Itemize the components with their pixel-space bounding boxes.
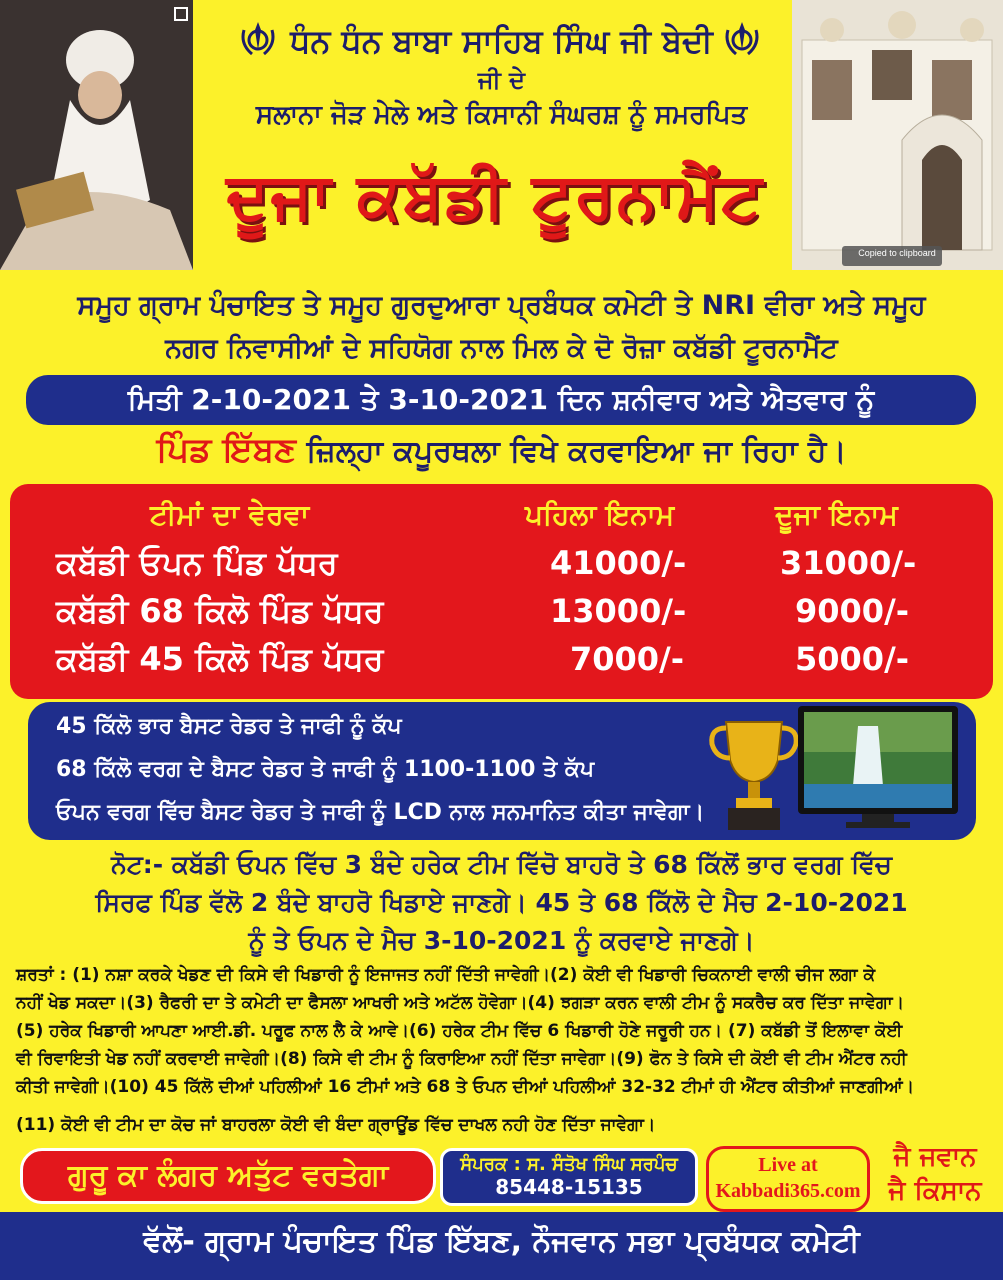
prize-table	[10, 484, 993, 699]
venue-rest: ਜ਼ਿਲ੍ਹਾ ਕਪੂਰਥਲਾ ਵਿਖੇ ਕਰਵਾਇਆ ਜਾ ਰਿਹਾ ਹੈ।	[306, 434, 847, 469]
terms-line: ਕੀਤੀ ਜਾਵੇਗੀ।(10) 45 ਕਿੱਲੋ ਦੀਆਂ ਪਹਿਲੀਆਂ 16 ਟੀਮਾਂ ਅਤੇ 68 ਤੇ ਓਪਨ ਦੀਆਂ ਪਹਿਲੀਆਂ 32-32 ਟੀਮਾਂ ਹੀ ਐਂਟਰ ਕੀਤੀਆਂ ਜਾਣਗੀਆਂ।	[16, 1077, 915, 1097]
awards-box	[28, 702, 976, 840]
trophy-icon	[708, 714, 800, 832]
header-line-2: ਜੀ ਦੇ	[477, 66, 526, 94]
note-line-3: ਨੂੰ ਤੇ ਓਪਨ ਦੇ ਮੈਚ 3-10-2021 ਨੂੰ ਕਰਵਾਏ ਜਾਣਗੇ।	[248, 926, 755, 955]
contact-box	[440, 1148, 698, 1206]
venue-line	[0, 430, 1003, 470]
terms-line: ਨਹੀਂ ਖੇਡ ਸਕਦਾ।(3) ਰੈਫਰੀ ਦਾ ਤੇ ਕਮੇਟੀ ਦਾ ਫੈਸਲਾ ਆਖਰੀ ਅਤੇ ਅਟੱਲ ਹੋਵੇਗਾ।(4) ਝਗੜਾ ਕਰਨ ਵਾਲੀ ਟੀਮ ਨੂੰ ਸਕਰੈਚ ਕਰ ਦਿੱਤਾ ਜਾਵੇਗਾ।	[16, 993, 905, 1013]
live-website[interactable]: Kabbadi365.com	[715, 1180, 861, 1202]
header-teams: ਟੀਮਾਂ ਦਾ ਵੇਰਵਾ	[150, 498, 310, 531]
table-row-team: ਕਬੱਡੀ ਓਪਨ ਪਿੰਡ ਪੱਧਰ	[56, 544, 338, 582]
header-first-prize: ਪਹਿਲਾ ਇਨਾਮ	[525, 498, 675, 531]
table-row-first: 7000/-	[570, 640, 685, 678]
slogan-line-2: ਜੈ ਕਿਸਾਨ	[888, 1176, 982, 1206]
page-title: ਦੂਜਾ ਕਬੱਡੀ ਟੂਰਨਾਮੈਂਟ	[226, 160, 764, 234]
header-line-1: ਧੰਨ ਧੰਨ ਬਾਬਾ ਸਾਹਿਬ ਸਿੰਘ ਜੀ ਬੇਦੀ	[290, 22, 713, 60]
table-row-team: ਕਬੱਡੀ 68 ਕਿਲੋ ਪਿੰਡ ਪੱਧਰ	[56, 592, 384, 630]
terms-line: ਵੀ ਰਿਵਾਇਤੀ ਖੇਡ ਨਹੀਂ ਕਰਵਾਈ ਜਾਵੇਗੀ।(8) ਕਿਸੇ ਵੀ ਟੀਮ ਨੂੰ ਕਿਰਾਇਆ ਨਹੀਂ ਦਿੱਤਾ ਜਾਵੇਗਾ।(9) ਫੋਨ ਤੇ ਕਿਸੇ ਦੀ ਕੋਈ ਵੀ ਟੀਮ ਐਂਟਰ ਨਹੀ	[16, 1049, 907, 1069]
live-label: Live at	[758, 1154, 818, 1176]
table-row-first: 41000/-	[550, 544, 687, 582]
clipboard-toast: Copied to clipboard	[858, 248, 936, 258]
note-line-2: ਸਿਰਫ ਪਿੰਡ ਵੱਲੋ 2 ਬੰਦੇ ਬਾਹਰੋ ਖਿਡਾਏ ਜਾਣਗੇ। 45 ਤੇ 68 ਕਿੱਲੋ ਦੇ ਮੈਚ 2-10-2021	[95, 888, 908, 917]
intro-line-1: ਸਮੂਹ ਗ੍ਰਾਮ ਪੰਚਾਇਤ ਤੇ ਸਮੂਹ ਗੁਰਦੁਆਰਾ ਪ੍ਰਬੰਧਕ ਕਮੇਟੀ ਤੇ NRI ਵੀਰਾ ਅਤੇ ਸਮੂਹ	[77, 290, 926, 321]
intro-line-2: ਨਗਰ ਨਿਵਾਸੀਆਂ ਦੇ ਸਹਿਯੋਗ ਨਾਲ ਮਿਲ ਕੇ ਦੋ ਰੋਜ਼ਾ ਕਬੱਡੀ ਟੂਰਨਾਮੈਂਟ	[165, 333, 838, 364]
table-row-second: 31000/-	[780, 544, 917, 582]
live-badge	[706, 1146, 870, 1212]
terms-line: ਸ਼ਰਤਾਂ : (1) ਨਸ਼ਾ ਕਰਕੇ ਖੇਡਣ ਦੀ ਕਿਸੇ ਵੀ ਖਿਡਾਰੀ ਨੂੰ ਇਜਾਜਤ ਨਹੀਂ ਦਿੱਤੀ ਜਾਵੇਗੀ।(2) ਕੋਈ ਵੀ ਖਿਡਾਰੀ ਚਿਕਨਾਈ ਵਾਲੀ ਚੀਜ ਲਗਾ ਕੇ	[16, 965, 876, 985]
table-row-first: 13000/-	[550, 592, 687, 630]
table-row-second: 5000/-	[795, 640, 910, 678]
table-row-second: 9000/-	[795, 592, 910, 630]
tv-icon	[798, 706, 958, 834]
header-second-prize: ਦੂਜਾ ਇਨਾਮ	[775, 498, 898, 531]
date-bar: ਮਿਤੀ 2-10-2021 ਤੇ 3-10-2021 ਦਿਨ ਸ਼ਨੀਵਾਰ ਅਤੇ ਐਤਵਾਰ ਨੂੰ	[26, 375, 976, 425]
award-line-2: 68 ਕਿੱਲੋ ਵਰਗ ਦੇ ਬੈਸਟ ਰੇਡਰ ਤੇ ਜਾਫੀ ਨੂੰ 1100-1100 ਤੇ ਕੱਪ	[56, 757, 595, 782]
note-line-1: ਨੋਟ:- ਕਬੱਡੀ ਓਪਨ ਵਿੱਚ 3 ਬੰਦੇ ਹਰੇਕ ਟੀਮ ਵਿੱਚੋ ਬਾਹਰੋ ਤੇ 68 ਕਿੱਲੋਂ ਭਾਰ ਵਰਗ ਵਿੱਚ	[111, 850, 892, 879]
slogan-line-1: ਜੈ ਜਵਾਨ	[893, 1142, 977, 1172]
table-row-team: ਕਬੱਡੀ 45 ਕਿਲੋ ਪਿੰਡ ਪੱਧਰ	[56, 640, 384, 678]
terms-line: (11) ਕੋਈ ਵੀ ਟੀਮ ਦਾ ਕੋਚ ਜਾਂ ਬਾਹਰਲਾ ਕੋਈ ਵੀ ਬੰਦਾ ਗ੍ਰਾਊਂਡ ਵਿੱਚ ਦਾਖਲ ਨਹੀ ਹੋਣ ਦਿੱਤਾ ਜਾਵੇਗਾ।	[16, 1115, 656, 1135]
terms-line: (5) ਹਰੇਕ ਖਿਡਾਰੀ ਆਪਣਾ ਆਈ.ਡੀ. ਪਰੂਫ ਨਾਲ ਲੈ ਕੇ ਆਵੇ।(6) ਹਰੇਕ ਟੀਮ ਵਿੱਚ 6 ਖਿਡਾਰੀ ਹੋਣੇ ਜਰੂਰੀ ਹਨ। (7) ਕਬੱਡੀ ਤੋਂ ਇਲਾਵਾ ਕੋਈ	[16, 1021, 903, 1041]
award-line-1: 45 ਕਿੱਲੋ ਭਾਰ ਬੈਸਟ ਰੇਡਰ ਤੇ ਜਾਫੀ ਨੂੰ ਕੱਪ	[56, 714, 402, 739]
header-line-3: ਸਲਾਨਾ ਜੋੜ ਮੇਲੇ ਅਤੇ ਕਿਸਾਨੀ ਸੰਘਰਸ਼ ਨੂੰ ਸਮਰਪਿਤ	[255, 100, 748, 130]
contact-phone[interactable]: 85448-15135	[495, 1175, 643, 1199]
contact-label: ਸੰਪਰਕ : ਸ. ਸੰਤੋਖ ਸਿੰਘ ਸਰਪੰਚ	[460, 1154, 678, 1175]
langar-banner: ਗੁਰੂ ਕਾ ਲੰਗਰ ਅਤੁੱਟ ਵਰਤੇਗਾ	[20, 1148, 436, 1204]
village-name: ਪਿੰਡ ਇੱਬਣ	[156, 430, 297, 470]
award-line-3: ਓਪਨ ਵਰਗ ਵਿੱਚ ਬੈਸਟ ਰੇਡਰ ਤੇ ਜਾਫੀ ਨੂੰ LCD ਨਾਲ ਸਨਮਾਨਿਤ ਕੀਤਾ ਜਾਵੇਗਾ।	[56, 800, 705, 825]
footer-banner: ਵੱਲੋਂ- ਗ੍ਰਾਮ ਪੰਚਾਇਤ ਪਿੰਡ ਇੱਬਣ, ਨੌਜਵਾਨ ਸਭਾ ਪ੍ਰਬੰਧਕ ਕਮੇਟੀ	[0, 1212, 1003, 1280]
